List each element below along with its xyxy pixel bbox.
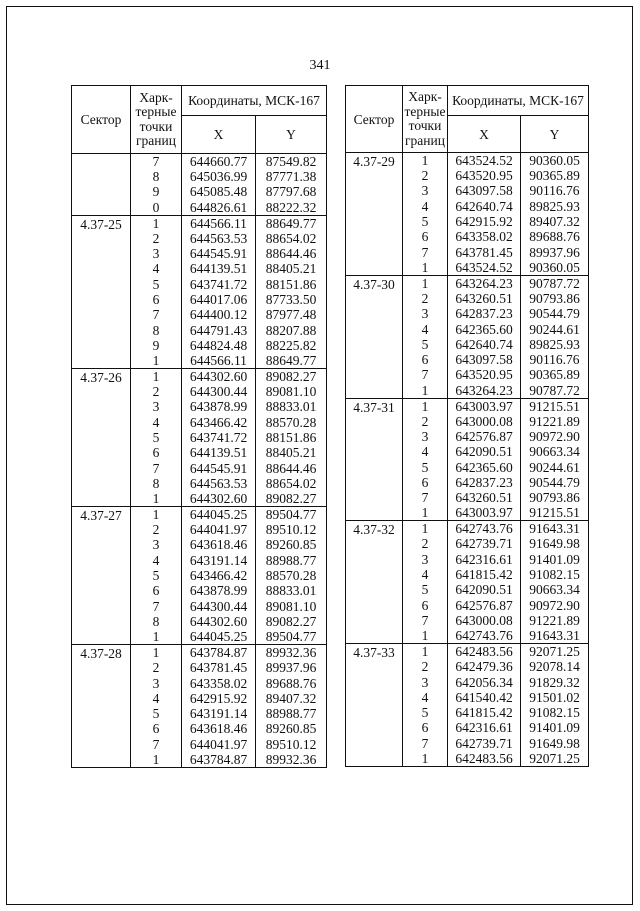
y-coordinate-cell: 89510.12: [256, 737, 327, 752]
header-sector: Сектор: [72, 86, 131, 154]
x-coordinate-cell: 643260.51: [448, 291, 521, 306]
x-coordinate-cell: 643003.97: [448, 398, 521, 414]
x-coordinate-cell: 644791.43: [182, 322, 256, 337]
point-number-cell: 6: [403, 598, 448, 613]
x-coordinate-cell: 642915.92: [182, 691, 256, 706]
point-number-cell: 4: [131, 691, 182, 706]
x-coordinate-cell: 641815.42: [448, 567, 521, 582]
x-coordinate-cell: 643191.14: [182, 706, 256, 721]
point-number-cell: 3: [131, 537, 182, 552]
y-coordinate-cell: 92078.14: [521, 659, 589, 674]
sector-cell: 4.37-27: [72, 507, 131, 645]
point-number-cell: 1: [131, 507, 182, 523]
x-coordinate-cell: 642316.61: [448, 720, 521, 735]
sector-cell: [72, 154, 131, 216]
y-coordinate-cell: 88988.77: [256, 553, 327, 568]
point-number-cell: 9: [131, 338, 182, 353]
point-number-cell: 2: [131, 660, 182, 675]
x-coordinate-cell: 644041.97: [182, 522, 256, 537]
y-coordinate-cell: 87733.50: [256, 292, 327, 307]
x-coordinate-cell: 641540.42: [448, 690, 521, 705]
y-coordinate-cell: 89825.93: [521, 337, 589, 352]
y-coordinate-cell: 89082.27: [256, 368, 327, 384]
y-coordinate-cell: 89932.36: [256, 752, 327, 768]
x-coordinate-cell: 644545.91: [182, 246, 256, 261]
x-coordinate-cell: 644139.51: [182, 261, 256, 276]
y-coordinate-cell: 89825.93: [521, 199, 589, 214]
y-coordinate-cell: 90972.90: [521, 429, 589, 444]
y-coordinate-cell: 88649.77: [256, 215, 327, 231]
point-number-cell: 2: [131, 384, 182, 399]
y-coordinate-cell: 91221.89: [521, 613, 589, 628]
point-number-cell: 1: [131, 491, 182, 507]
point-number-cell: 5: [131, 430, 182, 445]
x-coordinate-cell: 643191.14: [182, 553, 256, 568]
point-number-cell: 3: [403, 183, 448, 198]
sector-cell: 4.37-33: [346, 644, 403, 767]
y-coordinate-cell: 90787.72: [521, 383, 589, 399]
x-coordinate-cell: 643781.45: [182, 660, 256, 675]
x-coordinate-cell: 642837.23: [448, 475, 521, 490]
point-number-cell: 3: [403, 306, 448, 321]
point-number-cell: 4: [403, 444, 448, 459]
point-number-cell: 5: [403, 705, 448, 720]
sector-cell: 4.37-25: [72, 215, 131, 368]
x-coordinate-cell: 644660.77: [182, 154, 256, 170]
point-number-cell: 4: [403, 321, 448, 336]
y-coordinate-cell: 91401.09: [521, 720, 589, 735]
sector-cell: 4.37-29: [346, 153, 403, 276]
point-number-cell: 6: [403, 229, 448, 244]
y-coordinate-cell: 89932.36: [256, 645, 327, 661]
y-coordinate-cell: 92071.25: [521, 751, 589, 767]
y-coordinate-cell: 88151.86: [256, 276, 327, 291]
point-number-cell: 7: [403, 613, 448, 628]
y-coordinate-cell: 89081.10: [256, 384, 327, 399]
table-row: [72, 645, 327, 661]
y-coordinate-cell: 89407.32: [256, 691, 327, 706]
y-coordinate-cell: 88151.86: [256, 430, 327, 445]
x-coordinate-cell: 644302.60: [182, 614, 256, 629]
y-coordinate-cell: 88988.77: [256, 706, 327, 721]
point-number-cell: 5: [131, 706, 182, 721]
y-coordinate-cell: 89260.85: [256, 537, 327, 552]
point-number-cell: 8: [131, 322, 182, 337]
header-x: X: [448, 116, 521, 153]
x-coordinate-cell: 642090.51: [448, 582, 521, 597]
point-number-cell: 8: [131, 169, 182, 184]
sector-cell: 4.37-26: [72, 368, 131, 506]
y-coordinate-cell: 89510.12: [256, 522, 327, 537]
x-coordinate-cell: 642316.61: [448, 552, 521, 567]
y-coordinate-cell: 91215.51: [521, 398, 589, 414]
x-coordinate-cell: 643097.58: [448, 183, 521, 198]
x-coordinate-cell: 643466.42: [182, 568, 256, 583]
x-coordinate-cell: 644300.44: [182, 384, 256, 399]
y-coordinate-cell: 90544.79: [521, 306, 589, 321]
x-coordinate-cell: 644139.51: [182, 445, 256, 460]
x-coordinate-cell: 642483.56: [448, 751, 521, 767]
x-coordinate-cell: 644302.60: [182, 491, 256, 507]
y-coordinate-cell: 89504.77: [256, 629, 327, 645]
x-coordinate-cell: 642739.71: [448, 536, 521, 551]
x-coordinate-cell: 643264.23: [448, 383, 521, 399]
x-coordinate-cell: 643524.52: [448, 260, 521, 276]
y-coordinate-cell: 90793.86: [521, 490, 589, 505]
y-coordinate-cell: 89260.85: [256, 721, 327, 736]
point-number-cell: 4: [131, 415, 182, 430]
x-coordinate-cell: 643264.23: [448, 275, 521, 291]
y-coordinate-cell: 88570.28: [256, 568, 327, 583]
header-sector: Сектор: [346, 86, 403, 153]
point-number-cell: 3: [403, 552, 448, 567]
point-number-cell: 5: [403, 337, 448, 352]
x-coordinate-cell: 644302.60: [182, 368, 256, 384]
x-coordinate-cell: 642743.76: [448, 521, 521, 537]
y-coordinate-cell: 91643.31: [521, 521, 589, 537]
point-number-cell: 2: [403, 414, 448, 429]
y-coordinate-cell: 90793.86: [521, 291, 589, 306]
y-coordinate-cell: 88644.46: [256, 246, 327, 261]
y-coordinate-cell: 89937.96: [521, 244, 589, 259]
table-row: [72, 154, 327, 170]
sector-cell: 4.37-28: [72, 645, 131, 768]
y-coordinate-cell: 87977.48: [256, 307, 327, 322]
y-coordinate-cell: 90365.89: [521, 168, 589, 183]
x-coordinate-cell: 642056.34: [448, 674, 521, 689]
table-row: [346, 521, 589, 537]
point-number-cell: 7: [403, 736, 448, 751]
x-coordinate-cell: 644566.11: [182, 353, 256, 369]
x-coordinate-cell: 644824.48: [182, 338, 256, 353]
x-coordinate-cell: 643784.87: [182, 752, 256, 768]
sector-cell: 4.37-32: [346, 521, 403, 644]
point-number-cell: 7: [131, 460, 182, 475]
point-number-cell: 6: [131, 292, 182, 307]
x-coordinate-cell: 643741.72: [182, 276, 256, 291]
header-y: Y: [521, 116, 589, 153]
y-coordinate-cell: 91643.31: [521, 628, 589, 644]
y-coordinate-cell: 91401.09: [521, 552, 589, 567]
point-number-cell: 1: [403, 751, 448, 767]
x-coordinate-cell: 642090.51: [448, 444, 521, 459]
table-row: [72, 368, 327, 384]
table-body-left: [72, 154, 327, 768]
x-coordinate-cell: 643466.42: [182, 415, 256, 430]
table-body-right: [346, 153, 589, 767]
y-coordinate-cell: 91082.15: [521, 567, 589, 582]
table-row: [346, 153, 589, 169]
table-row: [346, 275, 589, 291]
x-coordinate-cell: 644400.12: [182, 307, 256, 322]
x-coordinate-cell: 643003.97: [448, 505, 521, 521]
x-coordinate-cell: 643784.87: [182, 645, 256, 661]
point-number-cell: 5: [131, 568, 182, 583]
x-coordinate-cell: 644563.53: [182, 231, 256, 246]
y-coordinate-cell: 91829.32: [521, 674, 589, 689]
point-number-cell: 7: [403, 244, 448, 259]
y-coordinate-cell: 89081.10: [256, 599, 327, 614]
y-coordinate-cell: 91221.89: [521, 414, 589, 429]
y-coordinate-cell: 87771.38: [256, 169, 327, 184]
point-number-cell: 6: [131, 445, 182, 460]
point-number-cell: 7: [131, 599, 182, 614]
point-number-cell: 1: [131, 645, 182, 661]
point-number-cell: 1: [131, 215, 182, 231]
x-coordinate-cell: 645085.48: [182, 184, 256, 199]
x-coordinate-cell: 643000.08: [448, 613, 521, 628]
y-coordinate-cell: 88222.32: [256, 200, 327, 216]
y-coordinate-cell: 90244.61: [521, 459, 589, 474]
point-number-cell: 6: [403, 475, 448, 490]
point-number-cell: 3: [131, 399, 182, 414]
y-coordinate-cell: 89504.77: [256, 507, 327, 523]
y-coordinate-cell: 91649.98: [521, 536, 589, 551]
point-number-cell: 5: [403, 582, 448, 597]
point-number-cell: 1: [403, 521, 448, 537]
x-coordinate-cell: 642640.74: [448, 199, 521, 214]
y-coordinate-cell: 89937.96: [256, 660, 327, 675]
point-number-cell: 6: [403, 720, 448, 735]
coordinates-table-right: [345, 85, 589, 767]
x-coordinate-cell: 644041.97: [182, 737, 256, 752]
y-coordinate-cell: 90663.34: [521, 582, 589, 597]
x-coordinate-cell: 643741.72: [182, 430, 256, 445]
y-coordinate-cell: 88405.21: [256, 445, 327, 460]
y-coordinate-cell: 89082.27: [256, 614, 327, 629]
x-coordinate-cell: 644017.06: [182, 292, 256, 307]
point-number-cell: 3: [403, 429, 448, 444]
point-number-cell: 1: [131, 368, 182, 384]
table-row: [346, 398, 589, 414]
x-coordinate-cell: 643520.95: [448, 367, 521, 382]
point-number-cell: 3: [131, 246, 182, 261]
header-coordinates: Координаты, МСК-167: [448, 86, 589, 116]
x-coordinate-cell: 644563.53: [182, 476, 256, 491]
x-coordinate-cell: 642576.87: [448, 429, 521, 444]
x-coordinate-cell: 642365.60: [448, 459, 521, 474]
point-number-cell: 2: [403, 291, 448, 306]
point-number-cell: 1: [403, 383, 448, 399]
x-coordinate-cell: 643878.99: [182, 583, 256, 598]
y-coordinate-cell: 88570.28: [256, 415, 327, 430]
point-number-cell: 7: [403, 490, 448, 505]
x-coordinate-cell: 642915.92: [448, 214, 521, 229]
x-coordinate-cell: 643097.58: [448, 352, 521, 367]
y-coordinate-cell: 87549.82: [256, 154, 327, 170]
point-number-cell: 2: [131, 522, 182, 537]
header-characteristic-points: Харк-терные точки границ: [403, 86, 448, 153]
y-coordinate-cell: 88833.01: [256, 583, 327, 598]
x-coordinate-cell: 644045.25: [182, 507, 256, 523]
point-number-cell: 1: [403, 628, 448, 644]
point-number-cell: 6: [131, 583, 182, 598]
y-coordinate-cell: 89407.32: [521, 214, 589, 229]
y-coordinate-cell: 87797.68: [256, 184, 327, 199]
x-coordinate-cell: 642365.60: [448, 321, 521, 336]
header-characteristic-points: Харк-терные точки границ: [131, 86, 182, 154]
y-coordinate-cell: 91649.98: [521, 736, 589, 751]
header-y: Y: [256, 116, 327, 154]
y-coordinate-cell: 88225.82: [256, 338, 327, 353]
y-coordinate-cell: 90244.61: [521, 321, 589, 336]
point-number-cell: 4: [403, 690, 448, 705]
point-number-cell: 4: [131, 553, 182, 568]
y-coordinate-cell: 90972.90: [521, 598, 589, 613]
table-row: [346, 644, 589, 660]
point-number-cell: 8: [131, 614, 182, 629]
point-number-cell: 4: [403, 199, 448, 214]
point-number-cell: 4: [131, 261, 182, 276]
sector-cell: 4.37-30: [346, 275, 403, 398]
point-number-cell: 6: [131, 721, 182, 736]
x-coordinate-cell: 643878.99: [182, 399, 256, 414]
x-coordinate-cell: 642640.74: [448, 337, 521, 352]
y-coordinate-cell: 92071.25: [521, 644, 589, 660]
point-number-cell: 1: [403, 153, 448, 169]
point-number-cell: 7: [131, 154, 182, 170]
x-coordinate-cell: 644826.61: [182, 200, 256, 216]
y-coordinate-cell: 88644.46: [256, 460, 327, 475]
x-coordinate-cell: 643524.52: [448, 153, 521, 169]
y-coordinate-cell: 90544.79: [521, 475, 589, 490]
point-number-cell: 5: [403, 459, 448, 474]
y-coordinate-cell: 90360.05: [521, 153, 589, 169]
point-number-cell: 9: [131, 184, 182, 199]
y-coordinate-cell: 90360.05: [521, 260, 589, 276]
y-coordinate-cell: 89688.76: [256, 675, 327, 690]
point-number-cell: 1: [403, 505, 448, 521]
x-coordinate-cell: 643000.08: [448, 414, 521, 429]
x-coordinate-cell: 643260.51: [448, 490, 521, 505]
x-coordinate-cell: 642479.36: [448, 659, 521, 674]
x-coordinate-cell: 642576.87: [448, 598, 521, 613]
table-row: [72, 215, 327, 231]
x-coordinate-cell: 643618.46: [182, 721, 256, 736]
y-coordinate-cell: 88833.01: [256, 399, 327, 414]
y-coordinate-cell: 89082.27: [256, 491, 327, 507]
x-coordinate-cell: 642483.56: [448, 644, 521, 660]
point-number-cell: 1: [131, 353, 182, 369]
point-number-cell: 2: [403, 168, 448, 183]
y-coordinate-cell: 88654.02: [256, 231, 327, 246]
sector-cell: 4.37-31: [346, 398, 403, 521]
x-coordinate-cell: 643358.02: [182, 675, 256, 690]
x-coordinate-cell: 643781.45: [448, 244, 521, 259]
x-coordinate-cell: 642837.23: [448, 306, 521, 321]
point-number-cell: 5: [403, 214, 448, 229]
header-coordinates: Координаты, МСК-167: [182, 86, 327, 116]
point-number-cell: 2: [131, 231, 182, 246]
x-coordinate-cell: 643358.02: [448, 229, 521, 244]
y-coordinate-cell: 88649.77: [256, 353, 327, 369]
page-number: 341: [309, 58, 331, 73]
x-coordinate-cell: 642743.76: [448, 628, 521, 644]
y-coordinate-cell: 91501.02: [521, 690, 589, 705]
point-number-cell: 1: [403, 260, 448, 276]
point-number-cell: 7: [131, 737, 182, 752]
y-coordinate-cell: 90365.89: [521, 367, 589, 382]
point-number-cell: 6: [403, 352, 448, 367]
point-number-cell: 2: [403, 659, 448, 674]
y-coordinate-cell: 90116.76: [521, 183, 589, 198]
point-number-cell: 1: [403, 398, 448, 414]
x-coordinate-cell: 644545.91: [182, 460, 256, 475]
x-coordinate-cell: 643520.95: [448, 168, 521, 183]
y-coordinate-cell: 88207.88: [256, 322, 327, 337]
y-coordinate-cell: 90116.76: [521, 352, 589, 367]
point-number-cell: 1: [131, 629, 182, 645]
x-coordinate-cell: 643618.46: [182, 537, 256, 552]
y-coordinate-cell: 88405.21: [256, 261, 327, 276]
y-coordinate-cell: 91082.15: [521, 705, 589, 720]
point-number-cell: 1: [131, 752, 182, 768]
x-coordinate-cell: 642739.71: [448, 736, 521, 751]
y-coordinate-cell: 90787.72: [521, 275, 589, 291]
x-coordinate-cell: 641815.42: [448, 705, 521, 720]
point-number-cell: 3: [403, 674, 448, 689]
x-coordinate-cell: 645036.99: [182, 169, 256, 184]
point-number-cell: 1: [403, 275, 448, 291]
header-x: X: [182, 116, 256, 154]
y-coordinate-cell: 91215.51: [521, 505, 589, 521]
y-coordinate-cell: 88654.02: [256, 476, 327, 491]
y-coordinate-cell: 89688.76: [521, 229, 589, 244]
point-number-cell: 7: [403, 367, 448, 382]
point-number-cell: 3: [131, 675, 182, 690]
point-number-cell: 2: [403, 536, 448, 551]
x-coordinate-cell: 644045.25: [182, 629, 256, 645]
point-number-cell: 5: [131, 276, 182, 291]
x-coordinate-cell: 644566.11: [182, 215, 256, 231]
point-number-cell: 4: [403, 567, 448, 582]
y-coordinate-cell: 90663.34: [521, 444, 589, 459]
table-row: [72, 507, 327, 523]
point-number-cell: 7: [131, 307, 182, 322]
x-coordinate-cell: 644300.44: [182, 599, 256, 614]
point-number-cell: 1: [403, 644, 448, 660]
coordinates-table-left: [71, 85, 327, 768]
point-number-cell: 8: [131, 476, 182, 491]
point-number-cell: 0: [131, 200, 182, 216]
